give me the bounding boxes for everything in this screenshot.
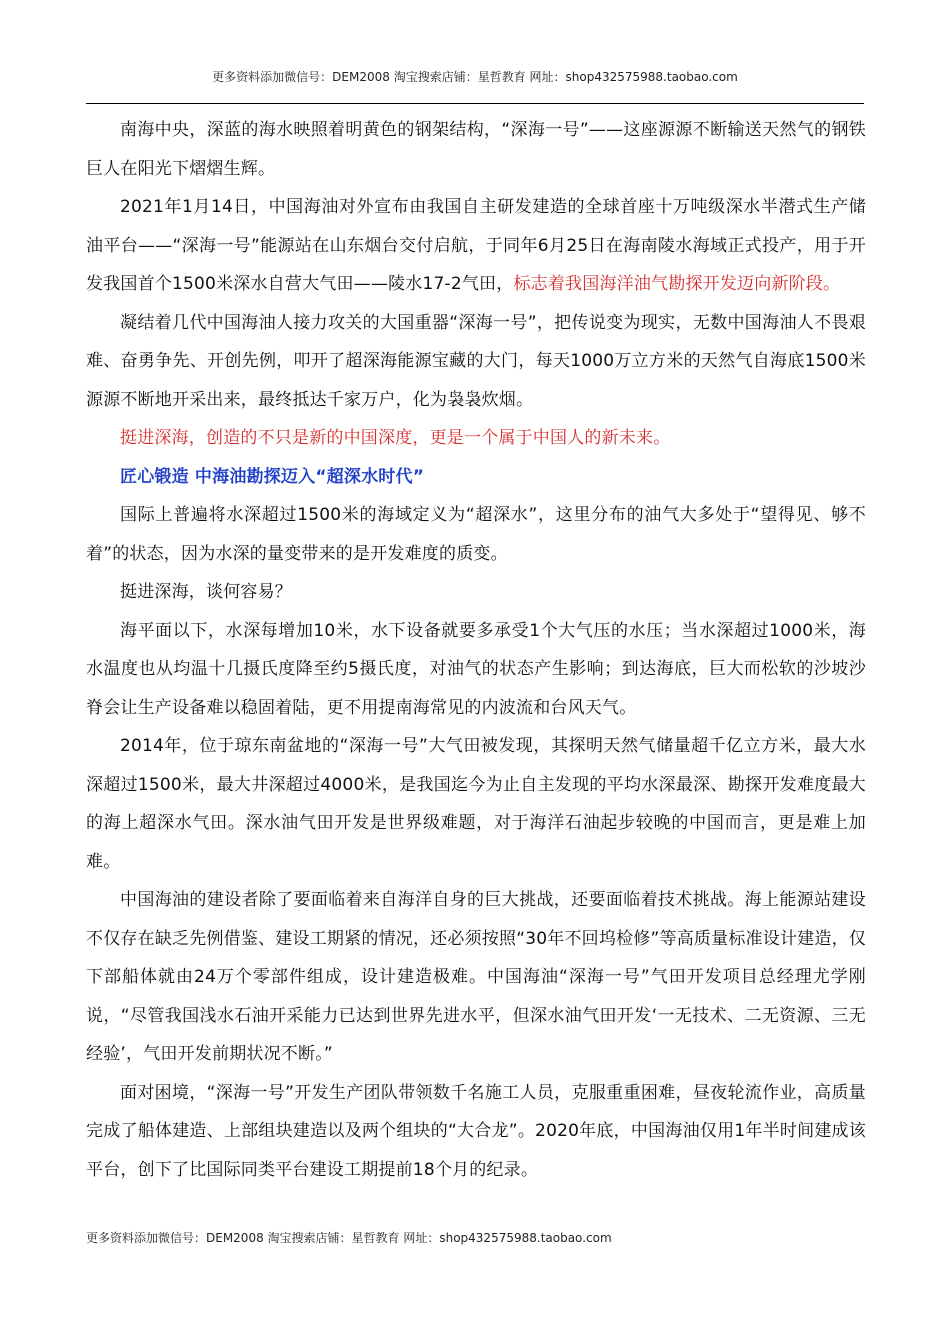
paragraph-9: 中国海油的建设者除了要面临着来自海洋自身的巨大挑战，还要面临着技术挑战。海上能源站建设不仅存在缺乏先例借鉴、建设工期紧的情况，还必须按照“30年不回坞检修”等高质量标准设计建造，仅下部船体就由24万个零部件组成，设计建造极难。中国海油“深海一号”气田开发项目总经理尤学刚说，“尽管我国浅水石油开采能力已达到世界先进水平，但深水油气田开发‘一无技术、二无资源、三无经验’，气田开发前期状况不断。” — [86, 890, 866, 1064]
paragraph-2 — [86, 188, 866, 304]
paragraph-6: 挺进深海，谈何容易？ — [120, 582, 292, 602]
page-header-banner: 更多资料添加微信号：DEM2008 淘宝搜索店铺：星哲教育 网址：shop432575988.taobao.com — [212, 70, 738, 84]
paragraph-7: 海平面以下，水深每增加10米，水下设备就要多承受1个大气压的水压；当水深超过1000米，海水温度也从均温十几摄氏度降至约5摄氏度，对油气的状态产生影响；到达海底，巨大而松软的沙坡沙脊会让生产设备难以稳固着陆，更不用提南海常见的内波流和台风天气。 — [86, 620, 866, 718]
section-heading: 匠心锻造 中海油勘探迈入“超深水时代” — [120, 466, 425, 487]
paragraph-3: 凝结着几代中国海油人接力攻关的大国重器“深海一号”，把传说变为现实，无数中国海油人不畏艰难、奋勇争先、开创先例，叩开了超深海能源宝藏的大门，每天1000万立方米的天然气自海底1500米源源不断地开采出来，最终抵达千家万户，化为袅袅炊烟。 — [86, 312, 866, 410]
article-body — [86, 111, 866, 1189]
paragraph-5: 国际上普遍将水深超过1500米的海域定义为“超深水”，这里分布的油气大多处于“望得见、够不着”的状态，因为水深的量变带来的是开发难度的质变。 — [86, 505, 866, 564]
header-divider — [86, 103, 864, 104]
paragraph-8: 2014年，位于琼东南盆地的“深海一号”大气田被发现，其探明天然气储量超千亿立方米，最大水深超过1500米，最大井深超过4000米，是我国迄今为止自主发现的平均水深最深、勘探开发难度最大的海上超深水气田。深水油气田开发是世界级难题，对于海洋石油起步较晚的中国而言，更是难上加难。 — [86, 736, 866, 872]
paragraph-4-highlight: 挺进深海，创造的不只是新的中国深度，更是一个属于中国人的新未来。 — [120, 428, 671, 448]
paragraph-1: 南海中央，深蓝的海水映照着明黄色的钢架结构，“深海一号”——这座源源不断输送天然气的钢铁巨人在阳光下熠熠生辉。 — [86, 120, 866, 179]
paragraph-2-text: 2021年1月14日，中国海油对外宣布由我国自主研发建造的全球首座十万吨级深水半潜式生产储油平台——“深海一号”能源站在山东烟台交付启航，于同年6月25日在海南陵水海域正式投产，用于开发我国首个1500米深水自营大气田——陵水17-2气田， — [86, 197, 866, 294]
paragraph-10: 面对困境，“深海一号”开发生产团队带领数千名施工人员，克服重重困难，昼夜轮流作业，高质量完成了船体建造、上部组块建造以及两个组块的“大合龙”。2020年底，中国海油仅用1年半时间建成该平台，创下了比国际同类平台建设工期提前18个月的纪录。 — [86, 1082, 866, 1180]
paragraph-2-highlight: 标志着我国海洋油气勘探开发迈向新阶段。 — [513, 274, 841, 294]
page-footer-banner: 更多资料添加微信号：DEM2008 淘宝搜索店铺：星哲教育 网址：shop432575988.taobao.com — [86, 1231, 612, 1245]
